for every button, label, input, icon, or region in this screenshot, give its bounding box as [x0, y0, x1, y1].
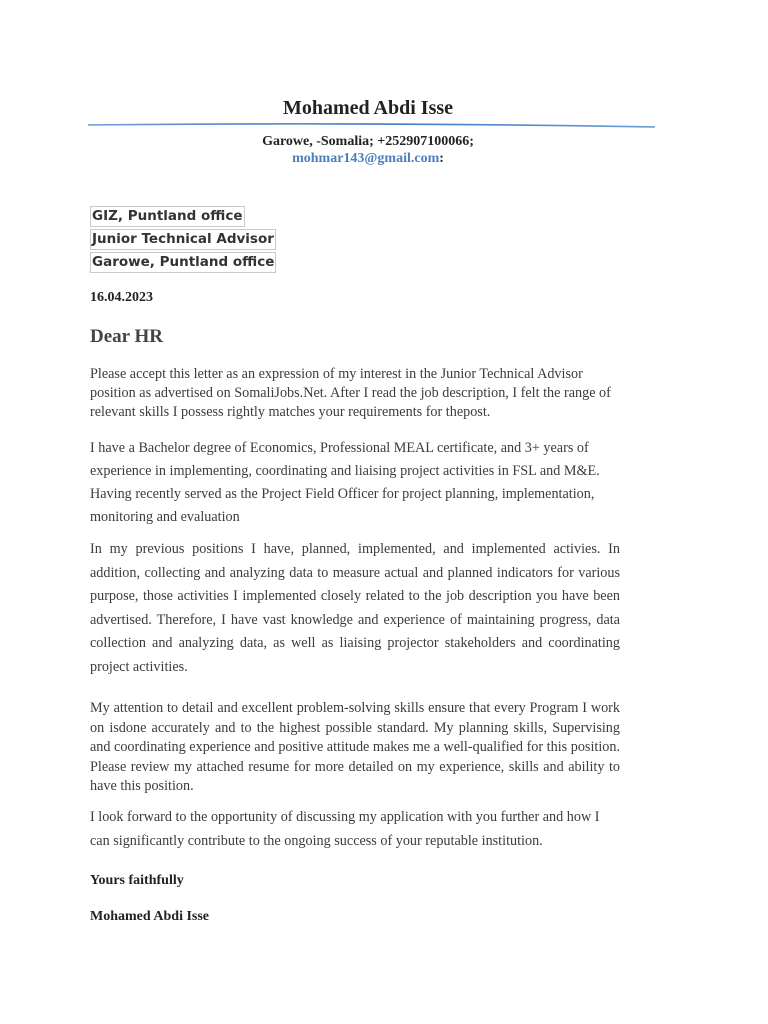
body-paragraph: I have a Bachelor degree of Economics, Professional MEAL certificate, and 3+ years of experience in implementing, coordinating and liaising project activities in FSL and M&E. Having recently served as the Project Field Officer for project planning, implementation, monitoring and evaluation [90, 440, 600, 525]
closing: Yours faithfully [90, 873, 184, 888]
letter-date: 16.04.2023 [90, 290, 153, 305]
recipient-block [90, 206, 276, 275]
body-paragraph: Please accept this letter as an expression of my interest in the Junior Technical Advisor position as advertised on SomaliJobs.Net. After I read the job description, I felt the range of relevant skills I possess rightly matches your requirements for thepost. [90, 366, 611, 420]
sender-name: Mohamed Abdi Isse [282, 97, 454, 119]
salutation: Dear HR [90, 326, 163, 347]
sender-email-line [0, 151, 736, 167]
body-paragraph: My attention to detail and excellent problem-solving skills ensure that every Program I work on isdone accurately and to the highest possible standard. My planning skills, Supervising and coordinating experience and positive attitude makes me a well-qualified for this position. Please review my attached resume for more detailed on my experience, skills and ability to have this position. [90, 700, 620, 794]
body-paragraph: I look forward to the opportunity of discussing my application with you further and how I can significantly contribute to the ongoing success of your reputable institution. [90, 809, 600, 849]
body-paragraph: In my previous positions I have, planned, implemented, and implemented activies. In addition, collecting and analyzing data to measure actual and planned indicators for various purpose, those activities I implemented closely related to the job description you have been advertised. Therefore, I have vast knowledge and experience of maintaining progress, data collection and analyzing data, as well as liaising projector stakeholders and coordinating project activities. [90, 541, 620, 675]
recipient-organization: GIZ, Puntland office [90, 206, 245, 227]
sender-contact: Garowe, -Somalia; +252907100066; [262, 134, 474, 149]
header-divider [88, 122, 655, 130]
recipient-location: Garowe, Puntland office [90, 252, 276, 273]
signature-name: Mohamed Abdi Isse [90, 909, 210, 924]
email-suffix: : [439, 151, 444, 166]
recipient-position: Junior Technical Advisor [90, 229, 276, 250]
sender-email-link[interactable]: mohmar143@gmail.com [292, 151, 440, 166]
